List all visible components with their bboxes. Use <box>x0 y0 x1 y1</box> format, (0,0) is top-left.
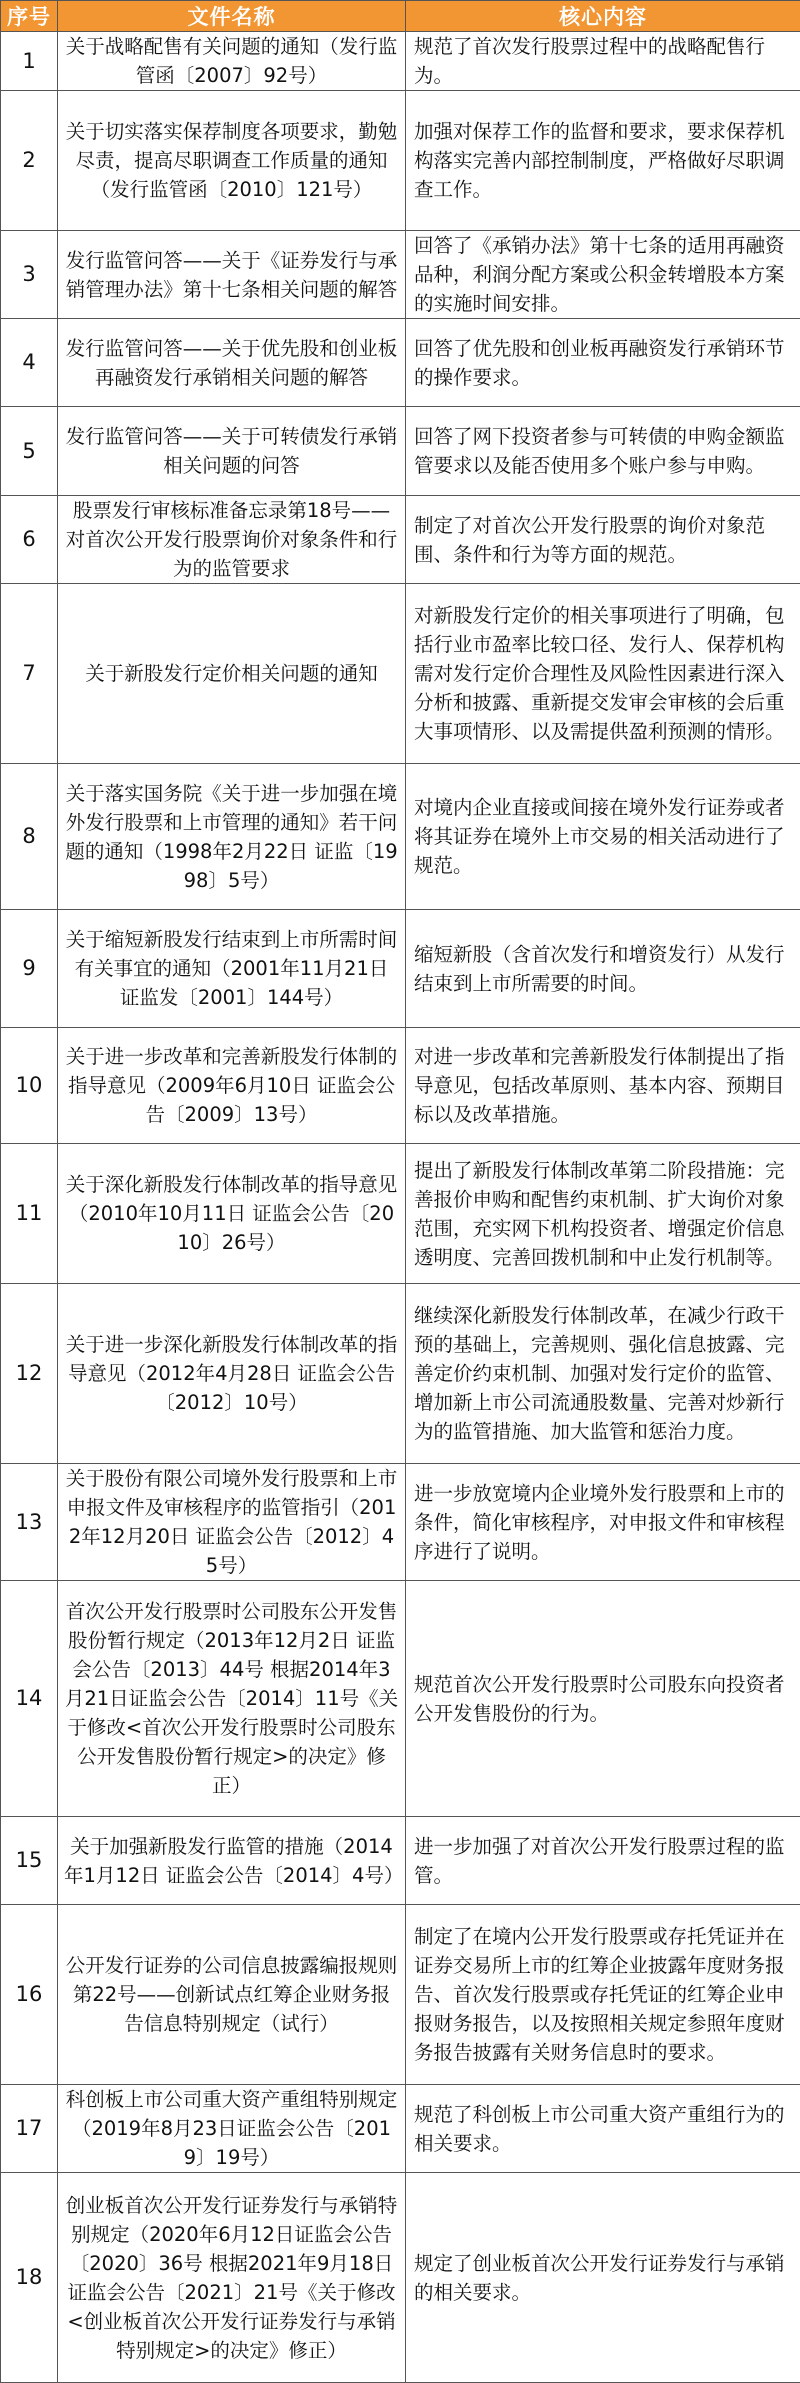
row-number: 9 <box>1 910 58 1028</box>
row-number: 16 <box>1 1905 58 2085</box>
header-number: 序号 <box>1 1 58 32</box>
table-row <box>1 32 800 91</box>
row-number: 17 <box>1 2085 58 2173</box>
core-content: 制定了对首次公开发行股票的询价对象范围、条件和行为等方面的规范。 <box>406 496 800 584</box>
core-content: 对新股发行定价的相关事项进行了明确，包括行业市盈率比较口径、发行人、保荐机构需对发行定价合理性及风险性因素进行深入分析和披露、重新提交发审会审核的会后重大事项情形、以及需提供盈利预测的情形。 <box>406 584 800 764</box>
document-title: 创业板首次公开发行证券发行与承销特别规定（2020年6月12日证监会公告〔2020〕36号 根据2021年9月18日证监会公告〔2021〕21号《关于修改<创业板首次公开发行证券发行与承销特别规定>的决定》修正） <box>58 2173 406 2383</box>
header-core-content: 核心内容 <box>406 1 800 32</box>
document-title: 关于切实落实保荐制度各项要求，勤勉尽责，提高尽职调查工作质量的通知（发行监管函〔2010〕121号） <box>58 91 406 231</box>
core-content: 规范首次公开发行股票时公司股东向投资者公开发售股份的行为。 <box>406 1581 800 1817</box>
document-title: 公开发行证券的公司信息披露编报规则第22号——创新试点红筹企业财务报告信息特别规定（试行） <box>58 1905 406 2085</box>
document-title: 股票发行审核标准备忘录第18号——对首次公开发行股票询价对象条件和行为的监管要求 <box>58 496 406 584</box>
document-title: 关于进一步深化新股发行体制改革的指导意见（2012年4月28日 证监会公告〔2012〕10号） <box>58 1284 406 1464</box>
document-title: 关于深化新股发行体制改革的指导意见（2010年10月11日 证监会公告〔2010〕26号） <box>58 1144 406 1284</box>
row-number: 2 <box>1 91 58 231</box>
core-content: 回答了优先股和创业板再融资发行承销环节的操作要求。 <box>406 319 800 407</box>
core-content: 进一步加强了对首次公开发行股票过程的监管。 <box>406 1817 800 1905</box>
row-number: 18 <box>1 2173 58 2383</box>
document-title: 关于股份有限公司境外发行股票和上市申报文件及审核程序的监管指引（2012年12月20日 证监会公告〔2012〕45号） <box>58 1464 406 1581</box>
row-number: 5 <box>1 407 58 496</box>
document-title: 首次公开发行股票时公司股东公开发售股份暂行规定（2013年12月2日 证监会公告〔2013〕44号 根据2014年3月21日证监会公告〔2014〕11号《关于修改<首次公开发行股票时公司股东公开发售股份暂行规定>的决定》修正） <box>58 1581 406 1817</box>
core-content: 规范了首次发行股票过程中的战略配售行为。 <box>406 32 800 91</box>
document-title: 关于加强新股发行监管的措施（2014年1月12日 证监会公告〔2014〕4号） <box>58 1817 406 1905</box>
row-number: 15 <box>1 1817 58 1905</box>
document-title: 发行监管问答——关于可转债发行承销相关问题的问答 <box>58 407 406 496</box>
table-row <box>1 91 800 231</box>
table-row <box>1 764 800 910</box>
core-content: 进一步放宽境内企业境外发行股票和上市的条件，简化审核程序，对申报文件和审核程序进行了说明。 <box>406 1464 800 1581</box>
document-title: 关于缩短新股发行结束到上市所需时间有关事宜的通知（2001年11月21日 证监发〔2001〕144号） <box>58 910 406 1028</box>
table-row <box>1 231 800 319</box>
core-content: 加强对保荐工作的监督和要求，要求保荐机构落实完善内部控制制度，严格做好尽职调查工作。 <box>406 91 800 231</box>
table-row <box>1 1464 800 1581</box>
document-title: 发行监管问答——关于《证券发行与承销管理办法》第十七条相关问题的解答 <box>58 231 406 319</box>
table-row <box>1 2173 800 2383</box>
row-number: 4 <box>1 319 58 407</box>
table-row <box>1 496 800 584</box>
table-row <box>1 1028 800 1144</box>
table-row <box>1 407 800 496</box>
document-title: 关于新股发行定价相关问题的通知 <box>58 584 406 764</box>
document-title: 发行监管问答——关于优先股和创业板再融资发行承销相关问题的解答 <box>58 319 406 407</box>
document-title: 关于战略配售有关问题的通知（发行监管函〔2007〕92号） <box>58 32 406 91</box>
row-number: 13 <box>1 1464 58 1581</box>
table-row <box>1 910 800 1028</box>
row-number: 1 <box>1 32 58 91</box>
document-title: 关于落实国务院《关于进一步加强在境外发行股票和上市管理的通知》若干问题的通知（1998年2月22日 证监〔1998〕5号） <box>58 764 406 910</box>
core-content: 缩短新股（含首次发行和增资发行）从发行结束到上市所需要的时间。 <box>406 910 800 1028</box>
row-number: 11 <box>1 1144 58 1284</box>
table-header-row <box>1 1 800 32</box>
document-title: 科创板上市公司重大资产重组特别规定（2019年8月23日证监会公告〔2019〕19号） <box>58 2085 406 2173</box>
row-number: 8 <box>1 764 58 910</box>
core-content: 继续深化新股发行体制改革，在减少行政干预的基础上，完善规则、强化信息披露、完善定价约束机制、加强对发行定价的监管、增加新上市公司流通股数量、完善对炒新行为的监管措施、加大监管和惩治力度。 <box>406 1284 800 1464</box>
core-content: 回答了网下投资者参与可转债的申购金额监管要求以及能否使用多个账户参与申购。 <box>406 407 800 496</box>
row-number: 12 <box>1 1284 58 1464</box>
table-row <box>1 2085 800 2173</box>
row-number: 14 <box>1 1581 58 1817</box>
table-row <box>1 1284 800 1464</box>
core-content: 规定了创业板首次公开发行证券发行与承销的相关要求。 <box>406 2173 800 2383</box>
core-content: 制定了在境内公开发行股票或存托凭证并在证券交易所上市的红筹企业披露年度财务报告、首次发行股票或存托凭证的红筹企业申报财务报告，以及按照相关规定参照年度财务报告披露有关财务信息时的要求。 <box>406 1905 800 2085</box>
table-row <box>1 319 800 407</box>
row-number: 7 <box>1 584 58 764</box>
core-content: 对境内企业直接或间接在境外发行证券或者将其证券在境外上市交易的相关活动进行了规范。 <box>406 764 800 910</box>
row-number: 6 <box>1 496 58 584</box>
table-row <box>1 1905 800 2085</box>
table-row <box>1 1144 800 1284</box>
row-number: 3 <box>1 231 58 319</box>
core-content: 提出了新股发行体制改革第二阶段措施：完善报价申购和配售约束机制、扩大询价对象范围，充实网下机构投资者、增强定价信息透明度、完善回拨机制和中止发行机制等。 <box>406 1144 800 1284</box>
table-row <box>1 1581 800 1817</box>
table-row <box>1 1817 800 1905</box>
core-content: 规范了科创板上市公司重大资产重组行为的相关要求。 <box>406 2085 800 2173</box>
core-content: 对进一步改革和完善新股发行体制提出了指导意见，包括改革原则、基本内容、预期目标以及改革措施。 <box>406 1028 800 1144</box>
table-row <box>1 584 800 764</box>
row-number: 10 <box>1 1028 58 1144</box>
header-document-name: 文件名称 <box>58 1 406 32</box>
core-content: 回答了《承销办法》第十七条的适用再融资品种，利润分配方案或公积金转增股本方案的实施时间安排。 <box>406 231 800 319</box>
document-title: 关于进一步改革和完善新股发行体制的指导意见（2009年6月10日 证监会公告〔2009〕13号） <box>58 1028 406 1144</box>
